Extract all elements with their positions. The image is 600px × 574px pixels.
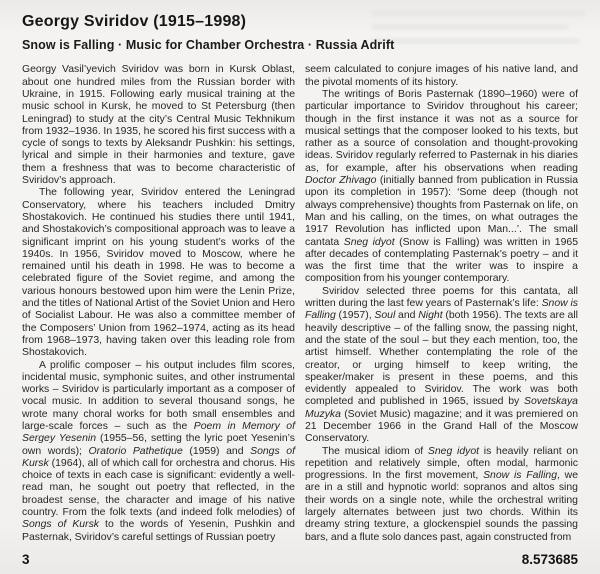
work-title-italic: Snow is Falling: [483, 470, 557, 482]
text-segment: The writings of Boris Pasternak (1890–1960) were of particular importance to Sviridov throughout his career; though in the first instance it was not as a source for musical settings that the composer looked to his texts, but rather as a source of consolation and thought-provoking ideas. Sviridov regularly referred to Pasternak in his diaries as, for example, after his observations when reading: [305, 88, 578, 174]
composer-title: Georgy Sviridov (1915–1998): [22, 13, 247, 30]
liner-notes: [22, 64, 578, 544]
work-title-italic: Sneg idyot: [427, 445, 480, 457]
text-segment: (1957),: [335, 310, 375, 322]
text-segment: The musical idiom of: [322, 445, 428, 457]
paragraph: [22, 187, 295, 359]
text-segment: seem calculated to conjure images of his native land, and the pivotal moments of its history.: [305, 64, 578, 88]
catalog-number: 8.573685: [521, 552, 578, 567]
text-segment: (both 1956). The texts are all heavily descriptive – of the falling snow, the passing night, and the state of the soul – but they each mention, too, the artist himself. Whether contemplating the role of the creator, or urging himself to keep writing, the speaker/maker is present in these poems, and this evidently appealed to Sviridov. The work was both completed and published in 1965, issued by: [305, 310, 578, 408]
work-title-italic: Soul: [374, 310, 396, 322]
text-segment: A prolific composer – his output includes film scores, incidental music, symphonic suites, and other instrumental works – Sviridov is particularly important as a composer of vocal music. In addition to several thousand songs, he wrote many choral works for both small ensembles and large-scale forces – such as the: [22, 359, 295, 432]
text-segment: (1959) and: [182, 445, 251, 457]
work-title-italic: Oratorio Pathetique: [88, 445, 183, 457]
work-title-italic: Songs of Kursk: [22, 519, 100, 531]
text-segment: (Snow is Falling) was written in 1965 after decades of contemplating Pasternak’s poetry – and it was the first time that the writer was to inspire a composition from his younger contemporary.: [305, 236, 578, 285]
left-column: [22, 64, 295, 544]
text-segment: (initially banned from publication in Russia upon its completion in 1957): ‘Some deep (though not always comprehensive) thoughts from Pasternak on life, on Man and his calling, on the times, on what outrages the 1917 Revolution has inflicted upon Man...’. The small cantata: [305, 175, 578, 248]
text-segment: (Soviet Music) magazine; and it was premiered on 21 December 1966 in the Grand Hall of the Moscow Conservatory.: [305, 408, 578, 445]
text-segment: to the words of Yesenin, Pushkin and Pasternak, Sviridov’s careful settings of Russian poetry: [22, 519, 295, 543]
page-footer: [22, 552, 578, 567]
paragraph: [22, 360, 295, 544]
page-number: 3: [22, 552, 30, 567]
text-segment: is heavily reliant on repetition and relatively simple, often modal, harmonic progressions. In the first movement,: [305, 445, 579, 482]
text-segment: The following year, Sviridov entered the Leningrad Conservatory, where his teachers included Dmitry Shostakovich. He continued his studies there until 1941, and Shostakovich’s compositional approach was to leave a significant imprint on his young student’s works of the 1940s. In 1956, Sviridov moved to Moscow, where he remained until his death in 1998. He was to become a celebrated figure of the Soviet regime, and among the various honours bestowed upon him were the Lenin Prize, and the titles of National Artist of the Soviet Union and Hero of Socialist Labour. He was also a committee member of the Composers’ Union from 1962–1974, acting as its head from 1968–1973, having taken over this leading role from Shostakovich.: [22, 187, 295, 359]
work-title-italic: Snow is Falling: [305, 298, 578, 322]
work-title-italic: Sneg idyot: [343, 236, 395, 248]
paragraph: [305, 64, 578, 89]
text-segment: , we are in a still and hypnotic world: sopranos and altos sing their words on a single note, while the orchestral writing largely alternates between just two chords. Within its dreamy string texture, a glockenspiel sounds the passing bars, and a flute solo dances past, again constructed from: [305, 470, 578, 543]
paragraph: [305, 89, 578, 286]
work-title-italic: Poem in Memory of Sergey Yesenin: [22, 421, 296, 445]
text-segment: and: [395, 310, 419, 322]
work-title-italic: Sovetskaya Muzyka: [305, 396, 578, 420]
page-header: [22, 0, 578, 53]
work-title-italic: Songs of Kursk: [22, 445, 295, 469]
text-segment: (1964), all of which call for orchestra and chorus. His choice of texts in each case is significant: evidently a well-read man, he sought out poetry that reflected, in the broadest sense, the character and image of his native country. From the folk texts (and indeed folk melodies) of: [22, 457, 295, 519]
text-segment: Sviridov selected three poems for this cantata, all written during the last few years of Pasternak’s life:: [305, 285, 578, 310]
works-subtitle: Snow is Falling · Music for Chamber Orchestra · Russia Adrift: [22, 38, 395, 53]
paragraph: [305, 446, 578, 544]
text-segment: (1955–56, setting the lyric poet Yesenin’s own words);: [22, 433, 295, 457]
work-title-italic: Night: [418, 310, 443, 322]
paragraph: [305, 286, 578, 446]
paragraph: [22, 64, 295, 187]
text-segment: Georgy Vasil’yevich Sviridov was born in Kursk Oblast, about one hundred miles from the Russian border with Ukraine, in 1915. Following early musical training at the music school in Kursk, he moved to St Petersburg (then Leningrad) to study at the city’s Central Music Tekhnikum from 1932–1936. In 1935, he scored his first success with a cycle of songs to texts by Aleksandr Pushkin: his settings, lyrical and simple in their harmonies and texture, gave them a freshness that was to become characteristic of Sviridov’s approach.: [22, 64, 296, 187]
right-column: [305, 64, 578, 544]
work-title-italic: Doctor Zhivago: [305, 175, 377, 187]
